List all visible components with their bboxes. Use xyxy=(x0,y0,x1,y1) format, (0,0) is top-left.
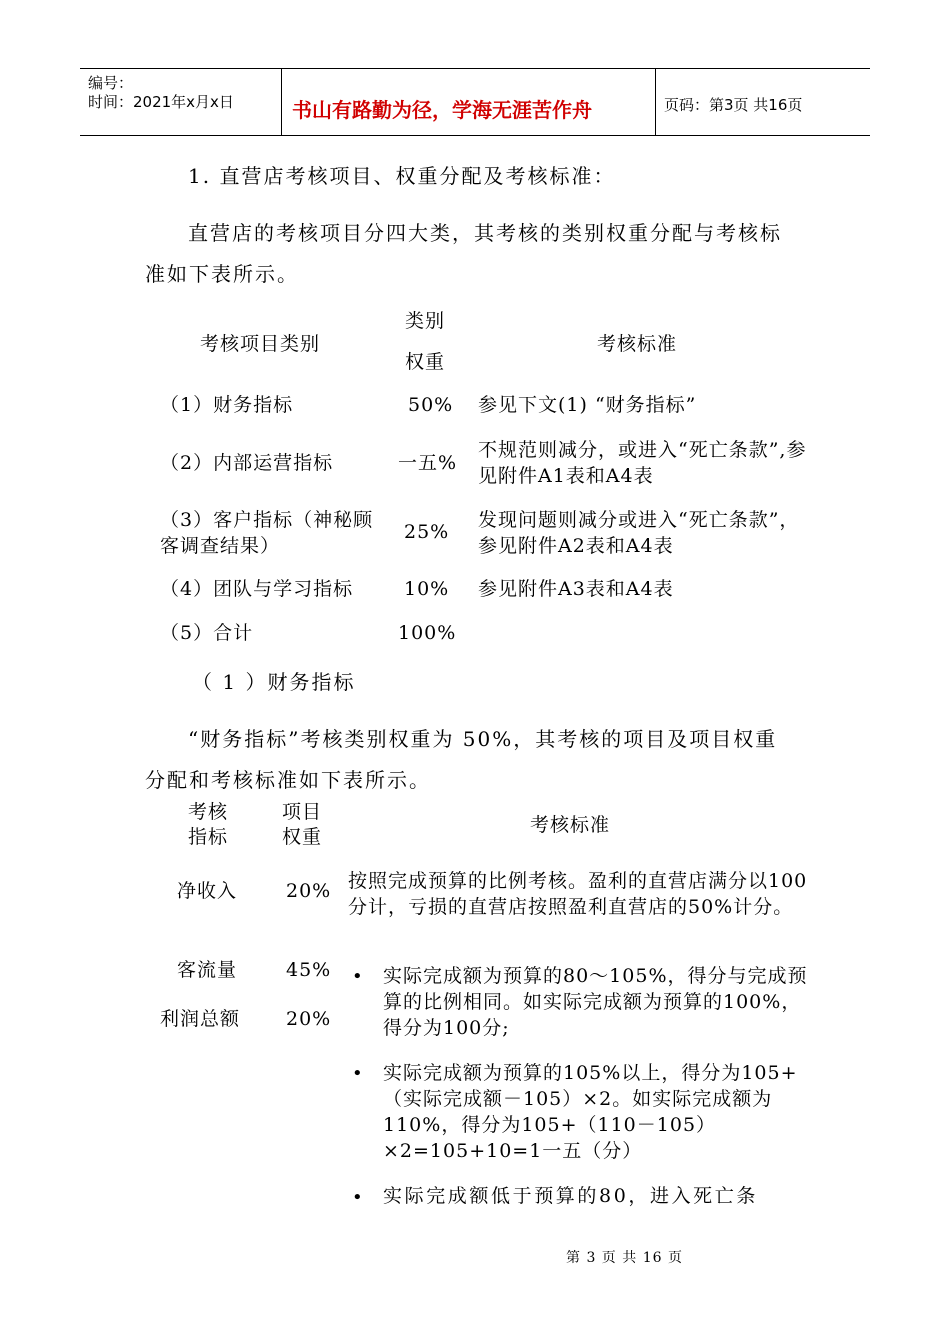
header-divider-left xyxy=(281,68,282,135)
table1-row2-standard: 不规范则减分，或进入“死亡条款”,参见附件A1表和A4表 xyxy=(478,439,807,487)
table1-row1-weight: 50% xyxy=(408,394,454,416)
table1-row2-weight: 一五% xyxy=(398,452,458,474)
section2-heading: （ 1 ）财务指标 xyxy=(192,670,356,694)
table2-bullet-2: 实际完成额为预算的105%以上，得分为105+（实际完成额－105）×2。如实际完成额为110%，得分为105+（110－105）×2=105+10=1一五（分） xyxy=(383,1062,798,1162)
header-motto: 书山有路勤为径，学海无涯苦作舟 xyxy=(292,98,592,122)
table1-row3-category: （3）客户指标（神秘顾客调查结果） xyxy=(160,509,374,557)
table1-row4-weight: 10% xyxy=(404,578,450,600)
table2-row1-indicator: 净收入 xyxy=(177,880,238,902)
table2-header-weight-line1: 项目 xyxy=(282,801,323,823)
table2-row2-weight: 45% xyxy=(286,959,332,981)
table1-row3-weight: 25% xyxy=(404,521,450,543)
section2-intro-line2: 分配和考核标准如下表所示。 xyxy=(145,768,431,792)
table1-header-weight-line2: 权重 xyxy=(405,351,446,373)
table1-row3-standard: 发现问题则减分或进入“死亡条款”，参见附件A2表和A4表 xyxy=(478,509,800,557)
header-bottom-rule xyxy=(80,135,870,136)
section1-intro-line2: 准如下表所示。 xyxy=(145,262,299,286)
table2-header-weight-line2: 权重 xyxy=(282,826,323,848)
header-page-label: 页码：第3页 共16页 xyxy=(664,96,803,114)
table1-row4-standard: 参见附件A3表和A4表 xyxy=(478,578,674,600)
table2-header-indicator-line2: 指标 xyxy=(188,826,229,848)
bullet-symbol: • xyxy=(352,1187,363,1208)
table2-standard-intro: 按照完成预算的比例考核。盈利的直营店满分以100分计，亏损的直营店按照盈利直营店的50%计分。 xyxy=(348,870,808,918)
table1-row2-category: （2）内部运营指标 xyxy=(160,452,334,474)
section1-intro-line1: 直营店的考核项目分四大类，其考核的类别权重分配与考核标 xyxy=(188,221,782,245)
table1-row1-standard: 参见下文(1) “财务指标” xyxy=(478,394,697,416)
table1-header-weight-line1: 类别 xyxy=(405,310,446,332)
table1-row4-category: （4）团队与学习指标 xyxy=(160,578,354,600)
table1-row5-category: （5）合计 xyxy=(160,622,254,644)
table1-header-category: 考核项目类别 xyxy=(200,333,321,355)
table2-bullet-3: 实际完成额低于预算的80，进入死亡条 xyxy=(383,1185,758,1207)
table1-row5-weight: 100% xyxy=(398,622,457,644)
header-time-label: 时间：2021年x月x日 xyxy=(88,93,234,111)
page-footer: 第 3 页 共 16 页 xyxy=(566,1250,683,1266)
section1-heading: 1. 直营店考核项目、权重分配及考核标准： xyxy=(188,164,616,188)
table2-header-standard: 考核标准 xyxy=(530,814,611,836)
header-number-label: 编号： xyxy=(88,74,134,92)
header-top-rule xyxy=(80,68,870,69)
table2-row1-weight: 20% xyxy=(286,880,332,902)
table2-header-indicator-line1: 考核 xyxy=(188,801,229,823)
table2-bullet-1: 实际完成额为预算的80～105%，得分与完成预算的比例相同。如实际完成额为预算的100%，得分为100分; xyxy=(383,965,808,1039)
bullet-symbol: • xyxy=(352,966,363,987)
section2-intro-line1: “财务指标”考核类别权重为 50%，其考核的项目及项目权重 xyxy=(188,727,778,751)
header-divider-right xyxy=(655,68,656,135)
table2-row3-indicator: 利润总额 xyxy=(160,1008,241,1030)
bullet-symbol: • xyxy=(352,1063,363,1084)
table1-header-standard: 考核标准 xyxy=(597,333,678,355)
table2-row3-weight: 20% xyxy=(286,1008,332,1030)
table2-row2-indicator: 客流量 xyxy=(177,959,238,981)
table1-row1-category: （1）财务指标 xyxy=(160,394,294,416)
